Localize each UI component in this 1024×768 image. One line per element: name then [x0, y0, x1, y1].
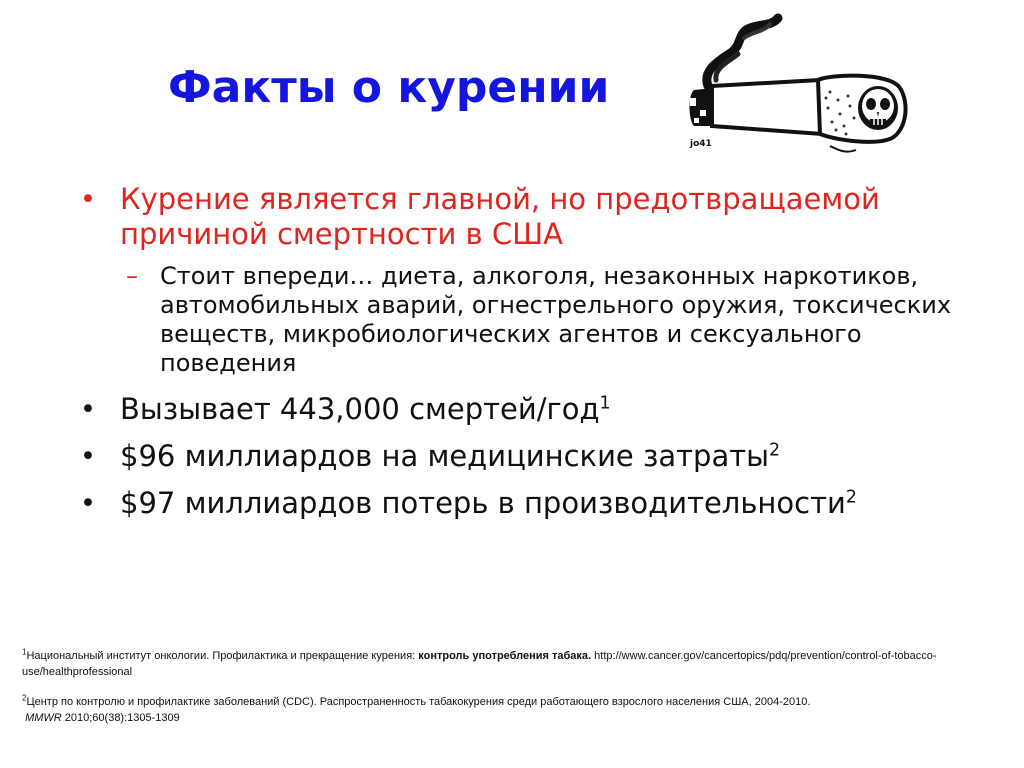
sub-bullet-text-line1: Стоит впереди… диета, алкоголя, незаконных [160, 262, 756, 290]
bullet-dot: • [80, 488, 96, 519]
footnote-2-journal: MMWR [25, 712, 62, 724]
sub-bullet-dash: – [126, 262, 138, 290]
bullet-item-1 [78, 182, 978, 252]
footnote-ref-2: 2 [769, 440, 781, 461]
bullet-dot: • [80, 441, 96, 472]
bullet-text-3: $96 миллиардов на медицинские затраты [120, 439, 770, 473]
sub-bullet-1 [126, 262, 978, 378]
footnote-2-number: 2 [22, 693, 27, 703]
footnote-1-url: http://www.cancer.gov/cancertopics/pdq/prevention/control-of-tobacco-use/healthprofessional [22, 650, 937, 678]
footnote-2-ref: 2010;60(38):1305-1309 [61, 712, 180, 724]
footnotes [22, 648, 997, 726]
footnote-1-text: Национальный институт онкологии. Профилактика и прекращение курения: [26, 650, 419, 662]
bullet-dot: • [80, 184, 96, 215]
bullet-text-2: Вызывает 443,000 смертей/год [120, 392, 600, 426]
footnote-ref-2b: 2 [845, 487, 857, 508]
bullet-text-1: Курение является главной, но предотвращаемой причиной смертности в США [120, 182, 880, 251]
bullet-item-4 [78, 486, 978, 521]
bullet-list [78, 182, 978, 521]
footnote-ref-1: 1 [599, 393, 611, 414]
footnote-2 [22, 694, 997, 726]
sub-bullet-text-rest: наркотиков, автомобильных аварий, огнестрельного оружия, токсических веществ, микробиологических агентов и сексуального поведения [160, 262, 952, 377]
footnote-1-number: 1 [22, 647, 27, 657]
image-caption: jo41 [690, 139, 712, 149]
bullet-dot: • [80, 394, 96, 425]
footnote-1 [22, 648, 997, 680]
footnote-2-text: Центр по контролю и профилактике заболеваний (CDC). Распространенность табакокурения среди работающего взрослого населения США, 2004-2010. [26, 696, 811, 708]
cigarette-skull-illustration [680, 8, 920, 158]
bullet-text-4: $97 миллиардов потерь в производительности [120, 486, 846, 520]
footnote-1-bold: контроль употребления табака. [418, 650, 592, 662]
bullet-item-3 [78, 439, 978, 474]
bullet-item-2 [78, 392, 978, 427]
slide-title: Факты о курении [168, 62, 610, 113]
